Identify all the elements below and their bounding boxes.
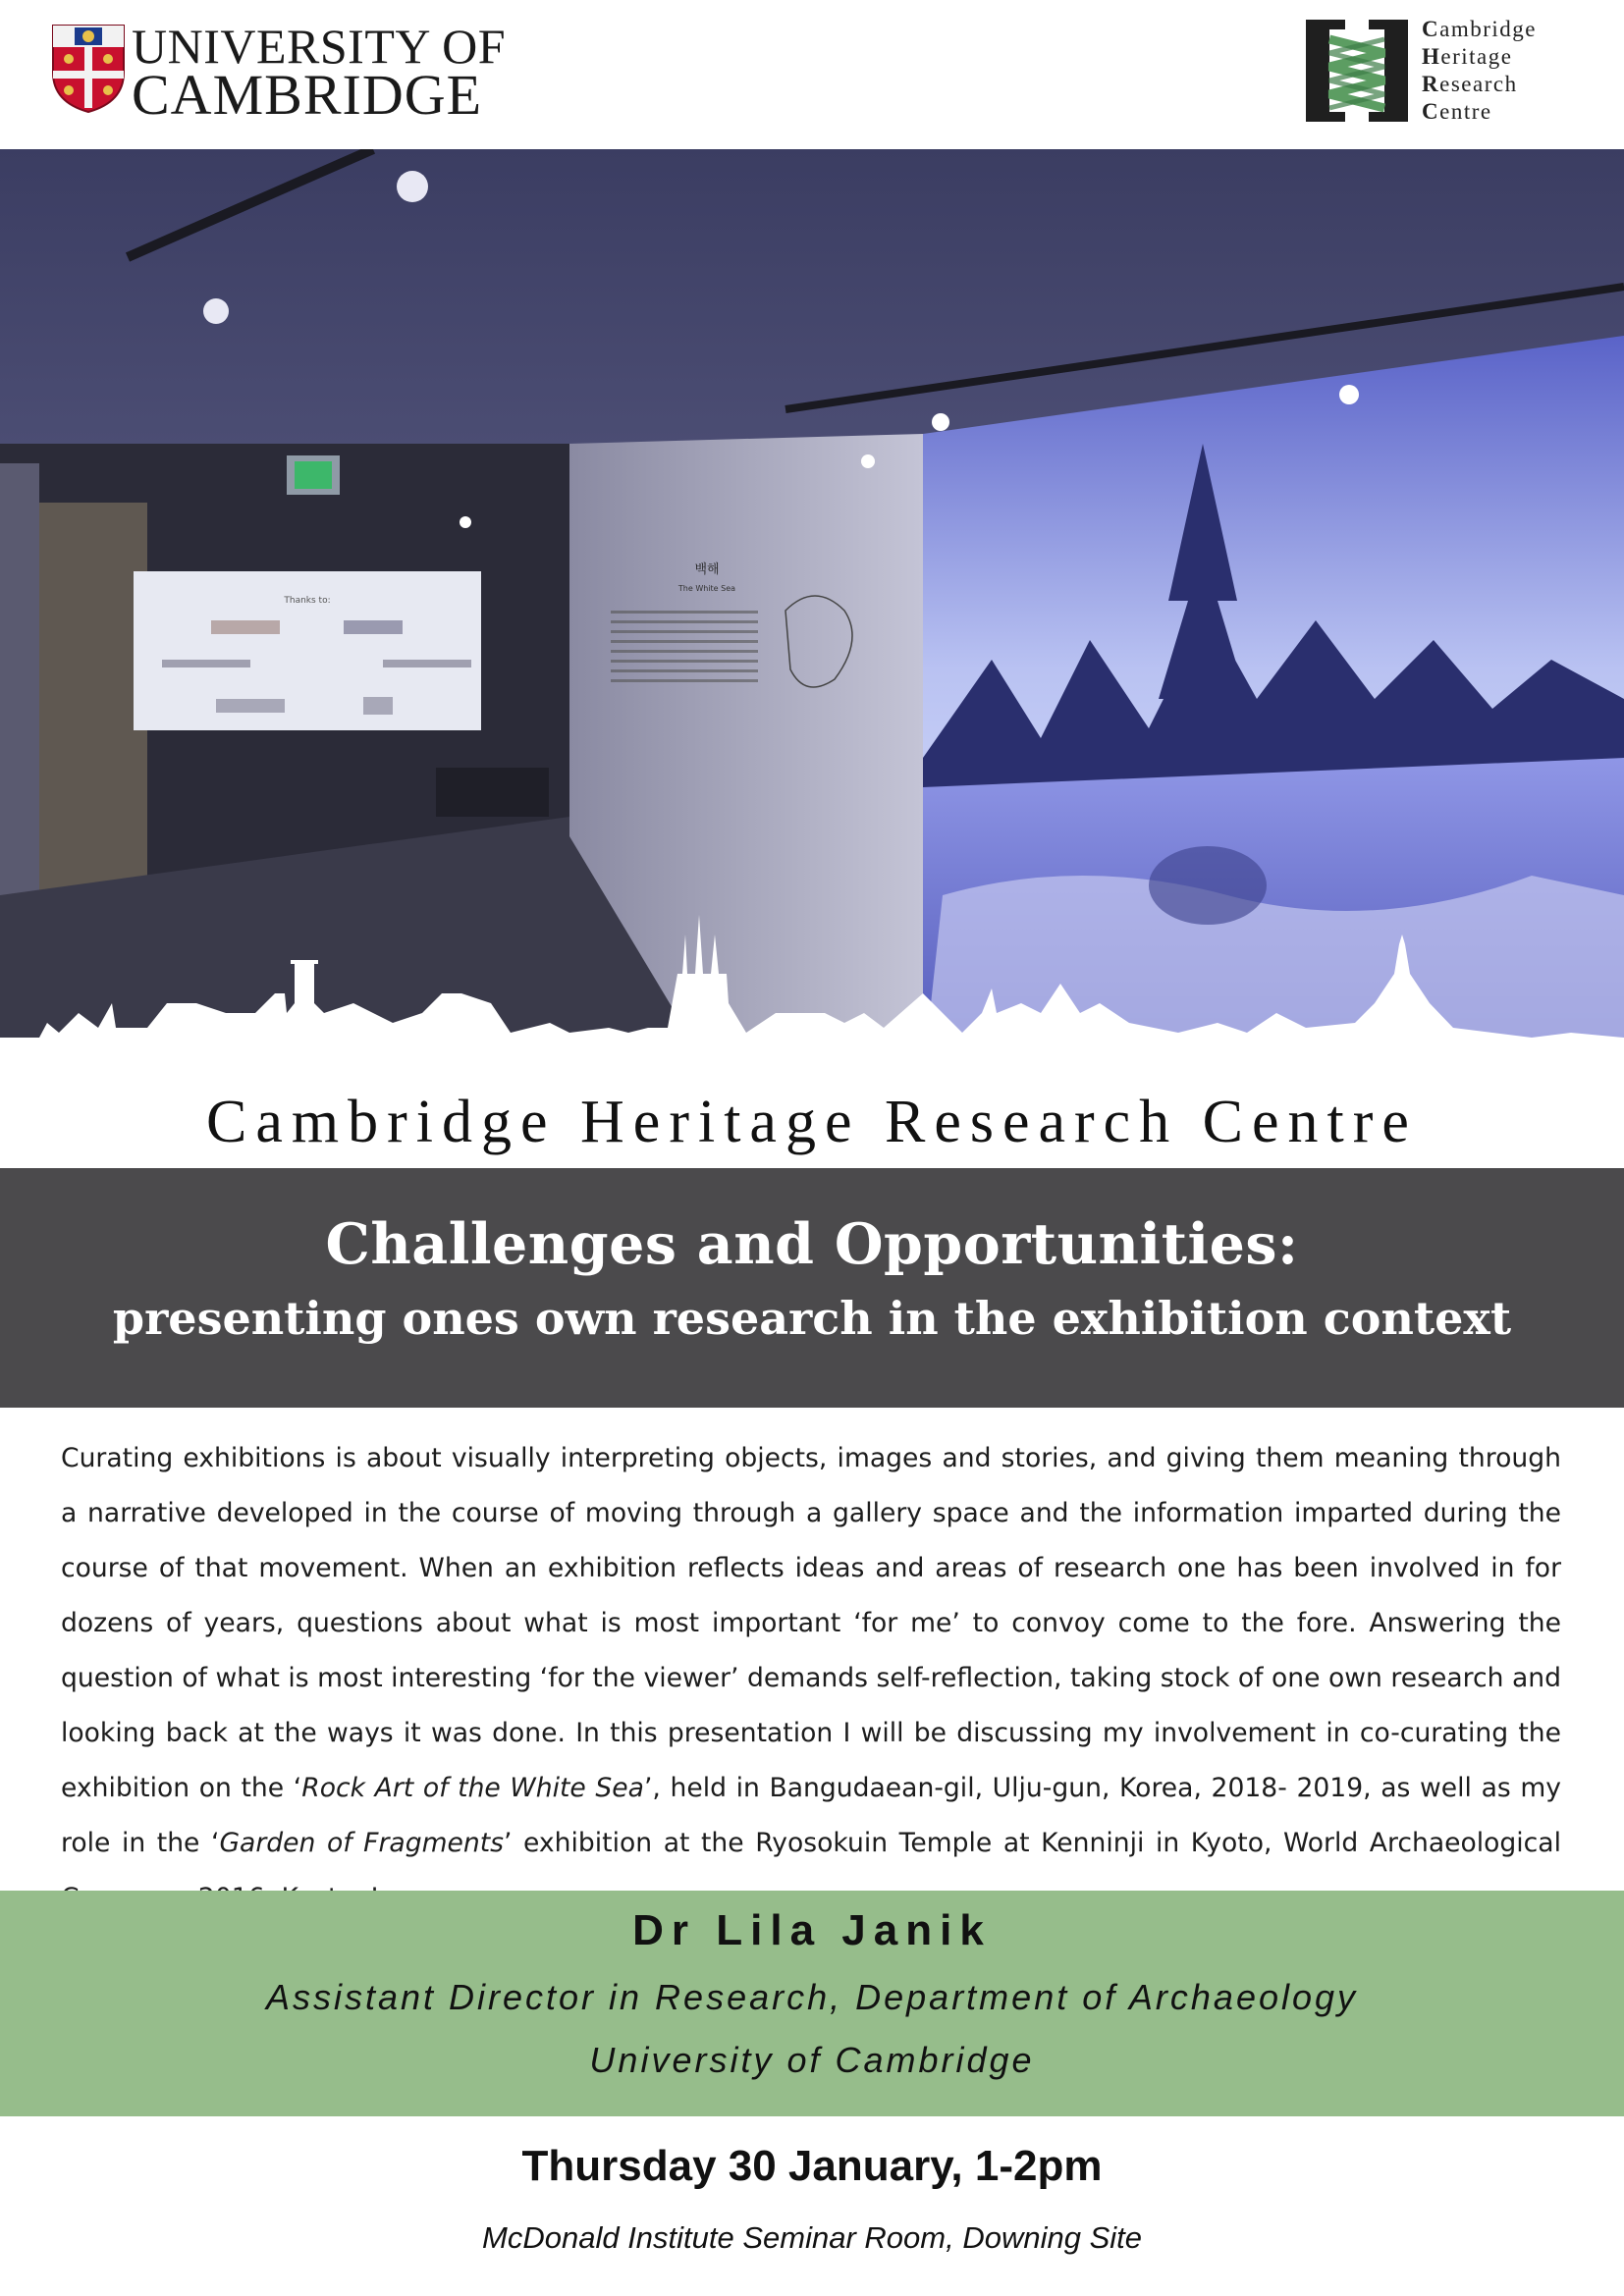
logo-word-4: Centre [1422, 99, 1492, 124]
university-of-text: UNIVERSITY OF [132, 19, 507, 74]
spotlight-icon [861, 454, 875, 468]
talk-title-band [0, 1168, 1624, 1408]
talk-title: Challenges and Opportunities: [325, 1211, 1299, 1277]
speaker-affiliation: University of Cambridge [589, 2040, 1035, 2080]
event-date-time: Thursday 30 January, 1-2pm [521, 2142, 1103, 2190]
screen-heading: Thanks to: [284, 596, 331, 606]
logo-word-3: Research [1422, 72, 1518, 96]
spotlight-icon [460, 516, 471, 528]
spotlight-icon [397, 171, 428, 202]
header [0, 0, 1624, 149]
abstract-paragraph: Curating exhibitions is about visually interpreting objects, images and stories, and giving them meaning through a narrative developed in the course of moving through a gallery space and the information imparted during the course of that movement. When an exhibition reflects ideas and areas of research one has been involved in for dozens of years, questions about what is most important ‘for me’ to convoy come to the fore. Answering the question of what is most interesting ‘for the viewer’ demands self-reflection, taking stock of one own research and looking back at the ways it was done. In this presentation I will be discussing my involvement in co-curating the exhibition on the ‘Rock Art of the White Sea’, held in Bangudaean-gil, Ulju-gun, Korea, 2018- 2019, as well as my role in the ‘Garden of Fragments’ exhibition at the Ryosokuin Temple at Kenninji in Kyoto, World Archaeological [61, 1443, 1562, 1858]
spotlight-icon [1339, 385, 1359, 404]
wall-heading-english: The White Sea [677, 584, 736, 593]
speaker-name: Dr Lila Janik [632, 1906, 992, 1954]
cambridge-heritage-research-centre-logo [1302, 16, 1537, 126]
centre-title: Cambridge Heritage Research Centre [0, 1077, 1624, 1167]
exhibition-photo [0, 149, 1624, 1077]
speaker-band [0, 1891, 1624, 2116]
logo-word-1: Cambridge [1422, 17, 1537, 41]
exhibition-title-garden: Garden of Fragments [219, 1828, 504, 1858]
logo-word-2: Heritage [1422, 44, 1513, 69]
talk-subtitle: presenting ones own research in the exhibition context [112, 1292, 1512, 1345]
spotlight-icon [932, 413, 949, 431]
gallery-illustration [0, 149, 1624, 1077]
university-of-cambridge-logo [51, 19, 507, 127]
exhibition-title-rock-art: Rock Art of the White Sea [301, 1773, 644, 1803]
cambridge-text: CAMBRIDGE [132, 63, 483, 127]
heritage-h-logo-icon [1302, 16, 1412, 126]
cambridge-shield-icon [51, 24, 126, 114]
event-venue: McDonald Institute Seminar Room, Downing Site [482, 2220, 1142, 2255]
spotlight-icon [203, 298, 229, 324]
wall-heading-korean: 백해 [694, 562, 720, 577]
speaker-role: Assistant Director in Research, Department of Archaeology [265, 1977, 1359, 2017]
